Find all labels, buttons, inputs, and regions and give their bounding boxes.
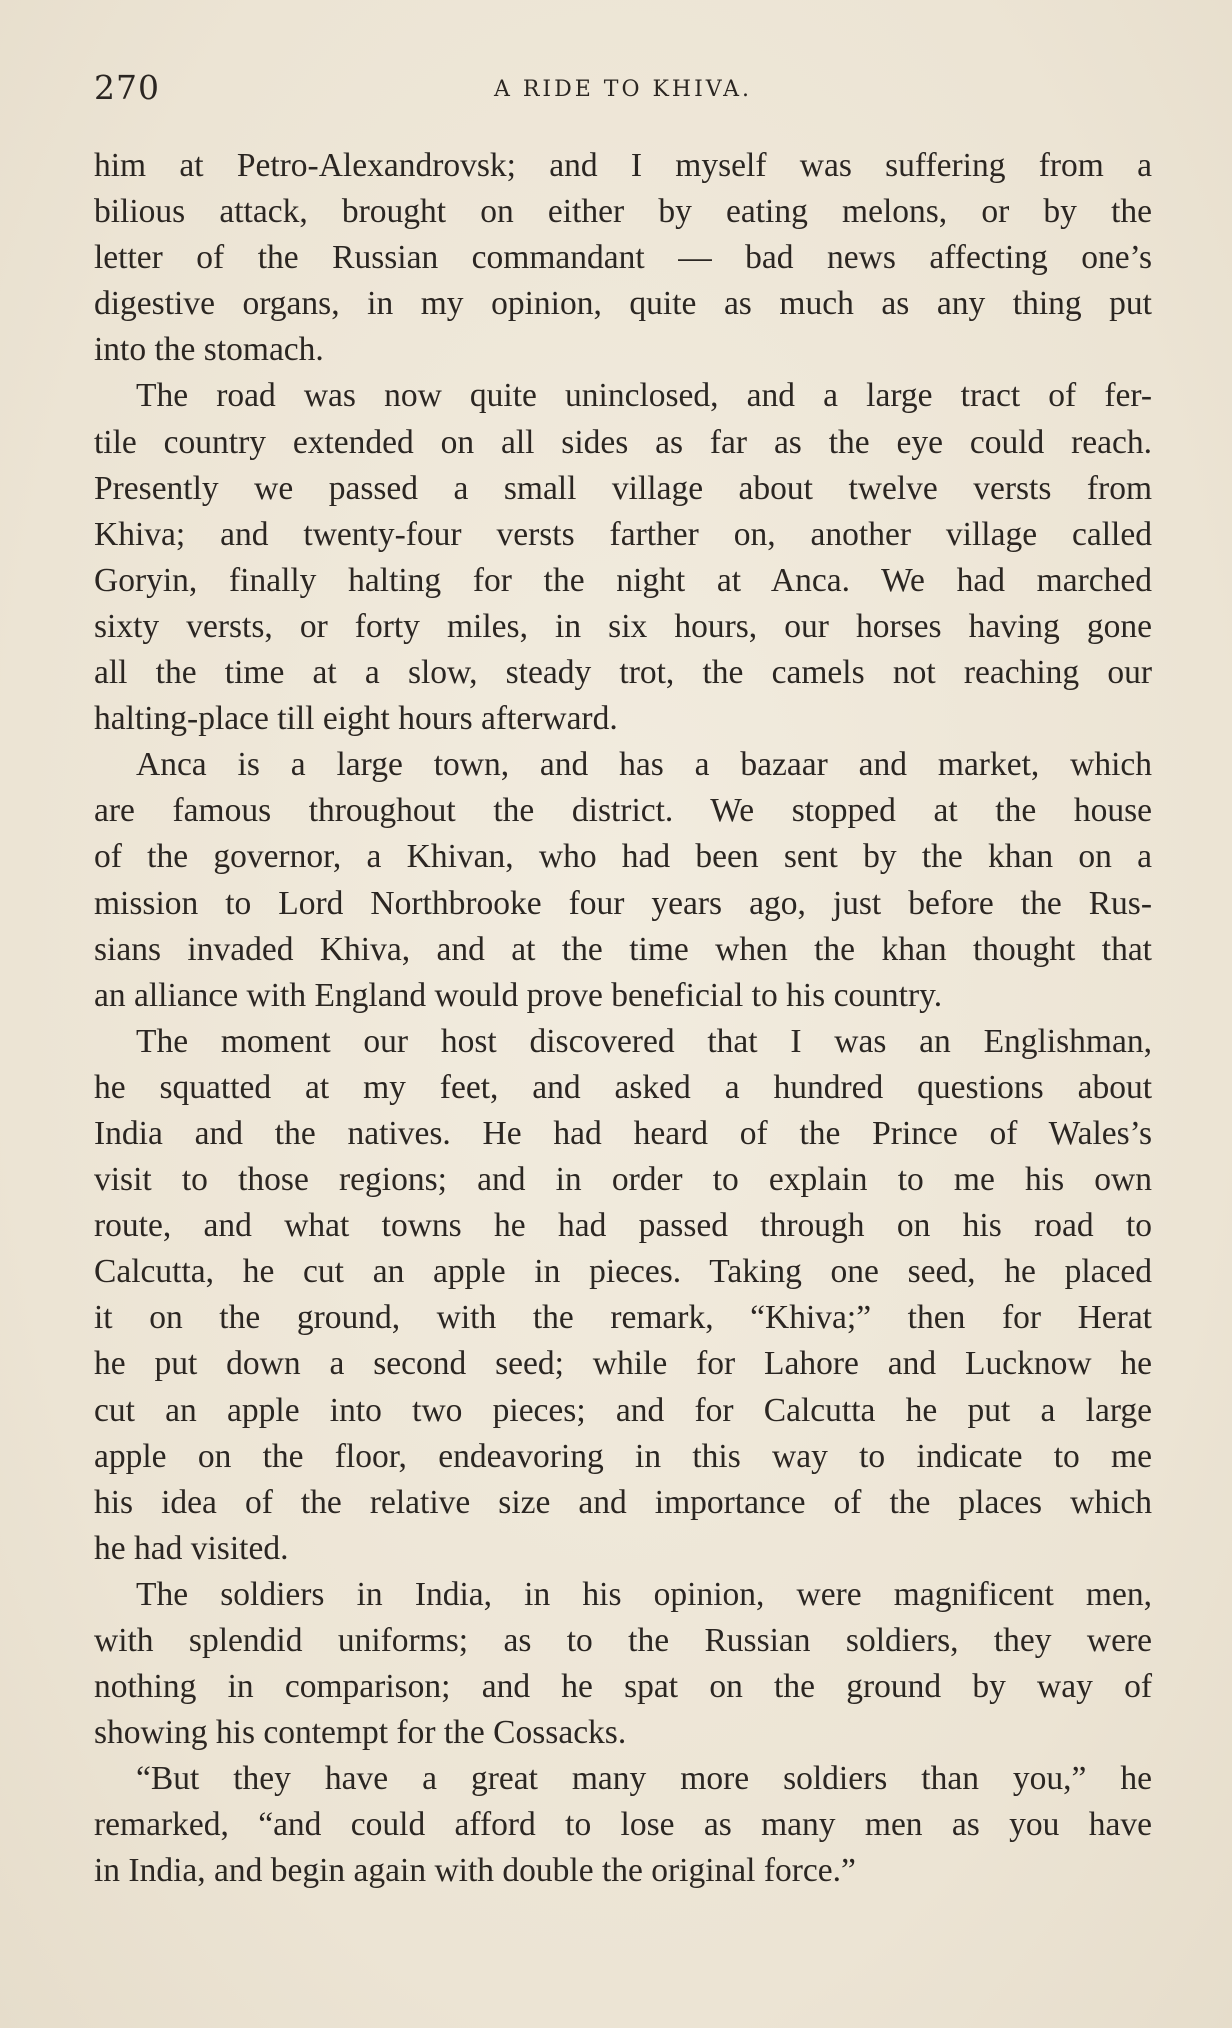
text-line: all the time at a slow, steady trot, the camels not reaching our (94, 654, 1152, 692)
text-line: bilious attack, brought on either by eating melons, or by the (94, 193, 1152, 231)
paragraph (94, 1756, 1152, 1894)
text-line: letter of the Russian commandant — bad news affecting one’s (94, 239, 1152, 277)
page-header (94, 62, 1152, 114)
body-text (94, 143, 1152, 1895)
text-line: mission to Lord Northbrooke four years ago, just before the Rus- (94, 884, 1152, 922)
text-line: he put down a second seed; while for Lahore and Lucknow he (94, 1345, 1152, 1383)
text-line: India and the natives. He had heard of the Prince of Wales’s (94, 1114, 1152, 1152)
text-line: visit to those regions; and in order to explain to me his own (94, 1161, 1152, 1199)
text-line: apple on the floor, endeavoring in this way to indicate to me (94, 1437, 1152, 1475)
text-line: his idea of the relative size and importance of the places which (94, 1483, 1152, 1521)
text-line: Anca is a large town, and has a bazaar and market, which (136, 746, 1152, 784)
text-line: digestive organs, in my opinion, quite as much as any thing put (94, 285, 1152, 323)
text-line: he had visited. (94, 1529, 289, 1567)
paragraph (94, 373, 1152, 742)
paragraph (94, 1572, 1152, 1756)
text-line: Presently we passed a small village about twelve versts from (94, 469, 1152, 507)
text-line: Goryin, finally halting for the night at Anca. We had marched (94, 561, 1152, 599)
text-line: tile country extended on all sides as far as the eye could reach. (94, 423, 1152, 461)
text-line: route, and what towns he had passed through on his road to (94, 1207, 1152, 1245)
text-line: The road was now quite uninclosed, and a large tract of fer- (136, 377, 1152, 415)
text-line: it on the ground, with the remark, “Khiva;” then for Herat (94, 1299, 1152, 1337)
text-line: “But they have a great many more soldiers than you,” he (136, 1760, 1152, 1798)
text-line: him at Petro-Alexandrovsk; and I myself was suffering from a (94, 147, 1152, 184)
text-line: nothing in comparison; and he spat on the ground by way of (94, 1668, 1152, 1706)
text-line: in India, and begin again with double the original force.” (94, 1852, 856, 1890)
text-line: with splendid uniforms; as to the Russian soldiers, they were (94, 1622, 1152, 1659)
paragraph (94, 1019, 1152, 1572)
text-line: are famous throughout the district. We stopped at the house (94, 792, 1152, 830)
text-line: showing his contempt for the Cossacks. (94, 1714, 627, 1752)
paragraph (94, 742, 1152, 1019)
running-head: A RIDE TO KHIVA. (493, 77, 753, 102)
text-line: halting-place till eight hours afterward. (94, 700, 618, 738)
text-line: sixty versts, or forty miles, in six hours, our horses having gone (94, 607, 1152, 645)
text-line: remarked, “and could afford to lose as many men as you have (94, 1806, 1152, 1844)
text-line: The moment our host discovered that I was an Englishman, (136, 1022, 1152, 1060)
text-line: of the governor, a Khivan, who had been sent by the khan on a (94, 838, 1152, 876)
text-line: an alliance with England would prove beneficial to his country. (94, 976, 943, 1014)
page-number: 270 (94, 68, 160, 107)
text-line: The soldiers in India, in his opinion, were magnificent men, (136, 1575, 1152, 1613)
text-line: into the stomach. (94, 331, 324, 369)
paragraph (94, 143, 1152, 373)
text-line: Khiva; and twenty-four versts farther on, another village called (94, 515, 1152, 553)
text-line: sians invaded Khiva, and at the time when the khan thought that (94, 930, 1152, 968)
text-line: Calcutta, he cut an apple in pieces. Taking one seed, he placed (94, 1253, 1152, 1291)
text-line: cut an apple into two pieces; and for Calcutta he put a large (94, 1391, 1152, 1429)
text-line: he squatted at my feet, and asked a hundred questions about (94, 1068, 1152, 1106)
